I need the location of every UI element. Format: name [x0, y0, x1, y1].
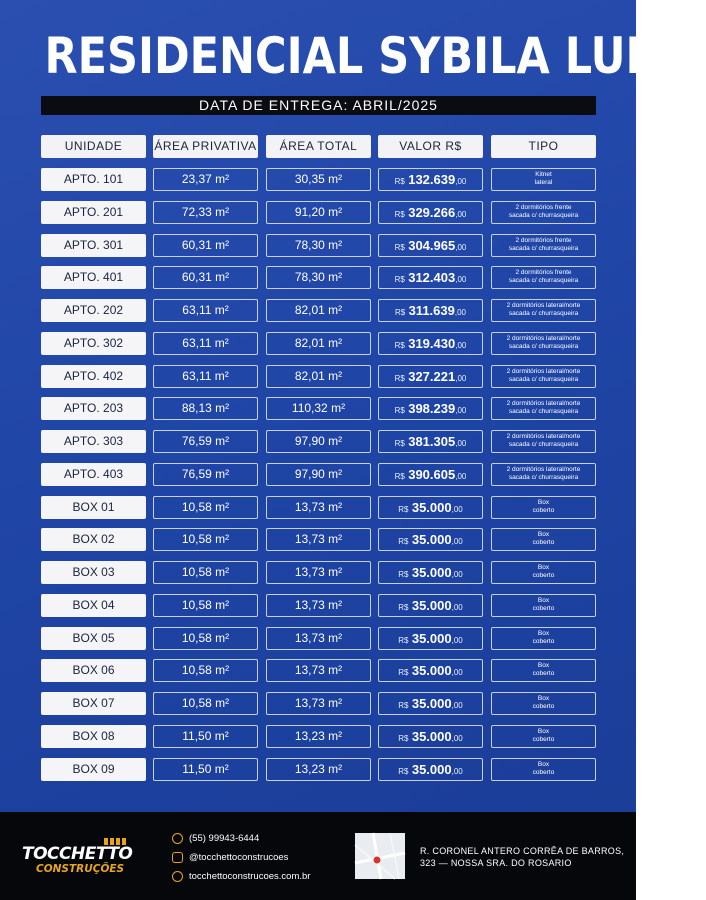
tipo-line-1: 2 dormitórios lateral/norte — [506, 302, 581, 309]
unit-cell: APTO. 203 — [41, 397, 146, 420]
tipo-line-2: coberto — [532, 670, 555, 677]
price-value: 35.000 — [411, 500, 452, 515]
price-cents: ,00 — [455, 472, 467, 481]
header-unidade: UNIDADE — [41, 135, 146, 158]
total-area-cell: 82,01 m² — [266, 332, 371, 355]
tipo-cell — [491, 266, 596, 289]
tipo-cell — [491, 299, 596, 322]
tipo-line-1: Box — [537, 662, 550, 669]
price-cell — [378, 234, 483, 257]
tipo-line-2: sacada c/ churrasqueira — [508, 277, 579, 284]
unit-cell: APTO. 202 — [41, 299, 146, 322]
tipo-line-1: Box — [537, 499, 550, 506]
unit-cell: BOX 09 — [41, 758, 146, 781]
price-cell — [378, 725, 483, 748]
price-value: 390.605 — [408, 467, 456, 482]
price-cell — [378, 332, 483, 355]
tipo-cell — [491, 397, 596, 420]
map-thumbnail — [355, 833, 405, 879]
header-area-total: ÁREA TOTAL — [266, 135, 371, 158]
private-area-cell: 10,58 m² — [153, 627, 258, 650]
price-cents: ,00 — [455, 210, 467, 219]
header-area-privativa: ÁREA PRIVATIVA — [153, 135, 258, 158]
price-value: 35.000 — [411, 598, 452, 613]
tipo-line-2: sacada c/ churrasqueira — [508, 408, 579, 415]
total-area-cell: 110,32 m² — [266, 397, 371, 420]
unit-cell: APTO. 101 — [41, 168, 146, 191]
tipo-cell — [491, 430, 596, 453]
unit-cell: BOX 05 — [41, 627, 146, 650]
private-area-cell: 10,58 m² — [153, 496, 258, 519]
price-cents: ,00 — [451, 537, 463, 546]
unit-cell: APTO. 401 — [41, 266, 146, 289]
tipo-line-1: Box — [537, 564, 550, 571]
price-cents: ,00 — [451, 668, 463, 677]
price-cell — [378, 692, 483, 715]
currency-symbol: R$ — [398, 505, 409, 514]
price-cell — [378, 758, 483, 781]
total-area-cell: 13,73 m² — [266, 659, 371, 682]
tipo-line-1: 2 dormitórios lateral/norte — [506, 466, 581, 473]
logo-wordmark: TOCCHETTO — [22, 844, 133, 864]
unit-cell: BOX 04 — [41, 594, 146, 617]
price-cell — [378, 627, 483, 650]
price-cell — [378, 201, 483, 224]
tipo-line-1: 2 dormitórios lateral/norte — [506, 400, 581, 407]
address-line-1: R. CORONEL ANTERO CORRÊA DE BARROS, — [420, 846, 625, 856]
map-pin-icon — [374, 857, 381, 864]
total-area-cell: 13,73 m² — [266, 496, 371, 519]
tipo-line-2: lateral — [534, 179, 553, 186]
total-area-cell: 78,30 m² — [266, 234, 371, 257]
tipo-cell — [491, 627, 596, 650]
total-area-cell: 13,73 m² — [266, 594, 371, 617]
tipo-cell — [491, 528, 596, 551]
private-area-cell: 60,31 m² — [153, 234, 258, 257]
instagram-icon — [172, 852, 183, 863]
unit-cell: BOX 06 — [41, 659, 146, 682]
unit-cell: BOX 02 — [41, 528, 146, 551]
private-area-cell: 76,59 m² — [153, 463, 258, 486]
unit-cell: APTO. 403 — [41, 463, 146, 486]
currency-symbol: R$ — [398, 636, 409, 645]
address-line-2: 323 — NOSSA SRA. DO ROSARIO — [420, 858, 572, 868]
price-cents: ,00 — [455, 177, 467, 186]
tipo-line-1: Box — [537, 630, 550, 637]
unit-cell: BOX 08 — [41, 725, 146, 748]
company-logo — [22, 838, 132, 878]
tipo-line-1: Box — [537, 695, 550, 702]
price-cents: ,00 — [451, 701, 463, 710]
tipo-line-2: coberto — [532, 638, 555, 645]
private-area-cell: 63,11 m² — [153, 332, 258, 355]
tipo-line-1: Box — [537, 728, 550, 735]
tipo-line-1: Box — [537, 597, 550, 604]
currency-symbol: R$ — [394, 341, 405, 350]
price-cell — [378, 528, 483, 551]
price-value: 312.403 — [408, 270, 456, 285]
currency-symbol: R$ — [394, 210, 405, 219]
tipo-cell — [491, 234, 596, 257]
instagram-handle: @tocchettoconstrucoes — [189, 852, 289, 864]
unit-cell: BOX 07 — [41, 692, 146, 715]
tipo-line-1: 2 dormitórios lateral/norte — [506, 335, 581, 342]
private-area-cell: 76,59 m² — [153, 430, 258, 453]
price-cell — [378, 266, 483, 289]
currency-symbol: R$ — [394, 374, 405, 383]
tipo-line-2: coberto — [532, 507, 555, 514]
price-cell — [378, 397, 483, 420]
price-value: 35.000 — [411, 729, 452, 744]
address — [420, 845, 624, 869]
price-value: 311.639 — [408, 303, 455, 318]
price-cents: ,00 — [451, 570, 463, 579]
private-area-cell: 63,11 m² — [153, 299, 258, 322]
tipo-line-2: sacada c/ churrasqueira — [508, 310, 579, 317]
price-cents: ,00 — [451, 734, 463, 743]
price-cents: ,00 — [451, 636, 463, 645]
tipo-line-2: sacada c/ churrasqueira — [508, 212, 579, 219]
page-title: RESIDENCIAL SYBILA LUIZA — [44, 27, 706, 85]
private-area-cell: 10,58 m² — [153, 692, 258, 715]
tipo-line-1: 2 dormitórios lateral/norte — [506, 433, 581, 440]
price-value: 35.000 — [411, 631, 452, 646]
currency-symbol: R$ — [394, 275, 405, 284]
private-area-cell: 72,33 m² — [153, 201, 258, 224]
tipo-cell — [491, 725, 596, 748]
total-area-cell: 13,73 m² — [266, 528, 371, 551]
tipo-line-1: Box — [537, 761, 550, 768]
tipo-cell — [491, 365, 596, 388]
private-area-cell: 11,50 m² — [153, 725, 258, 748]
tipo-line-1: 2 dormitórios frente — [515, 204, 572, 211]
private-area-cell: 10,58 m² — [153, 561, 258, 584]
tipo-cell — [491, 201, 596, 224]
tipo-cell — [491, 692, 596, 715]
private-area-cell: 88,13 m² — [153, 397, 258, 420]
globe-icon — [172, 871, 183, 882]
total-area-cell: 82,01 m² — [266, 299, 371, 322]
currency-symbol: R$ — [398, 537, 409, 546]
currency-symbol: R$ — [394, 472, 405, 481]
price-value: 132.639 — [408, 172, 456, 187]
whatsapp-icon — [172, 833, 183, 844]
tipo-cell — [491, 463, 596, 486]
price-cents: ,00 — [451, 603, 463, 612]
total-area-cell: 13,23 m² — [266, 725, 371, 748]
currency-symbol: R$ — [394, 439, 405, 448]
tipo-line-1: Box — [537, 531, 550, 538]
total-area-cell: 78,30 m² — [266, 266, 371, 289]
currency-symbol: R$ — [398, 603, 409, 612]
price-cents: ,00 — [455, 406, 467, 415]
logo-subtitle: CONSTRUÇÕES — [36, 863, 125, 875]
private-area-cell: 63,11 m² — [153, 365, 258, 388]
website-contact — [172, 871, 310, 883]
total-area-cell: 13,23 m² — [266, 758, 371, 781]
tipo-cell — [491, 332, 596, 355]
price-value: 327.221 — [408, 369, 456, 384]
phone-number: (55) 99943-6444 — [189, 833, 260, 845]
tipo-line-2: sacada c/ churrasqueira — [508, 376, 579, 383]
price-cell — [378, 561, 483, 584]
unit-cell: APTO. 402 — [41, 365, 146, 388]
tipo-line-2: coberto — [532, 572, 555, 579]
unit-cell: BOX 03 — [41, 561, 146, 584]
total-area-cell: 91,20 m² — [266, 201, 371, 224]
website-url: tocchettoconstrucoes.com.br — [189, 871, 311, 883]
tipo-line-1: 2 dormitórios frente — [515, 237, 572, 244]
private-area-cell: 23,37 m² — [153, 168, 258, 191]
tipo-line-2: coberto — [532, 539, 555, 546]
price-value: 35.000 — [411, 762, 452, 777]
price-cents: ,00 — [455, 341, 467, 350]
price-value: 319.430 — [408, 336, 456, 351]
tipo-line-2: coberto — [532, 736, 555, 743]
price-cell — [378, 463, 483, 486]
price-cell — [378, 496, 483, 519]
price-cents: ,00 — [455, 439, 467, 448]
price-cents: ,00 — [454, 308, 466, 317]
private-area-cell: 10,58 m² — [153, 594, 258, 617]
total-area-cell: 13,73 m² — [266, 627, 371, 650]
phone-contact — [172, 833, 259, 845]
private-area-cell: 10,58 m² — [153, 528, 258, 551]
tipo-cell — [491, 758, 596, 781]
unit-cell: APTO. 301 — [41, 234, 146, 257]
price-cents: ,00 — [451, 505, 463, 514]
total-area-cell: 82,01 m² — [266, 365, 371, 388]
currency-symbol: R$ — [398, 734, 409, 743]
price-value: 329.266 — [408, 205, 456, 220]
unit-cell: APTO. 303 — [41, 430, 146, 453]
unit-cell: APTO. 302 — [41, 332, 146, 355]
price-cents: ,00 — [455, 374, 467, 383]
unit-cell: BOX 01 — [41, 496, 146, 519]
price-value: 304.965 — [408, 238, 456, 253]
price-cell — [378, 659, 483, 682]
currency-symbol: R$ — [394, 177, 405, 186]
tipo-cell — [491, 659, 596, 682]
currency-symbol: R$ — [394, 243, 405, 252]
tipo-line-2: sacada c/ churrasqueira — [508, 474, 579, 481]
private-area-cell: 11,50 m² — [153, 758, 258, 781]
header-valor: VALOR R$ — [378, 135, 483, 158]
price-value: 381.305 — [408, 434, 456, 449]
price-cell — [378, 430, 483, 453]
price-value: 35.000 — [411, 663, 452, 678]
tipo-cell — [491, 561, 596, 584]
total-area-cell: 30,35 m² — [266, 168, 371, 191]
tipo-line-2: sacada c/ churrasqueira — [508, 343, 579, 350]
tipo-cell — [491, 496, 596, 519]
currency-symbol: R$ — [394, 406, 405, 415]
header-tipo: TIPO — [491, 135, 596, 158]
total-area-cell: 13,73 m² — [266, 561, 371, 584]
tipo-line-1: Kitnet — [535, 171, 552, 178]
price-value: 398.239 — [408, 401, 456, 416]
tipo-cell — [491, 594, 596, 617]
tipo-line-2: coberto — [532, 605, 555, 612]
private-area-cell: 10,58 m² — [153, 659, 258, 682]
delivery-date-bar: DATA DE ENTREGA: ABRIL/2025 — [41, 96, 596, 115]
price-value: 35.000 — [411, 696, 452, 711]
tipo-line-1: 2 dormitórios frente — [515, 269, 572, 276]
tipo-cell — [491, 168, 596, 191]
total-area-cell: 13,73 m² — [266, 692, 371, 715]
tipo-line-2: coberto — [532, 769, 555, 776]
price-cell — [378, 299, 483, 322]
tipo-line-1: 2 dormitórios lateral/norte — [506, 368, 581, 375]
private-area-cell: 60,31 m² — [153, 266, 258, 289]
price-value: 35.000 — [411, 532, 452, 547]
tipo-line-2: sacada c/ churrasqueira — [508, 245, 579, 252]
tipo-line-2: sacada c/ churrasqueira — [508, 441, 579, 448]
price-cell — [378, 365, 483, 388]
currency-symbol: R$ — [398, 767, 409, 776]
currency-symbol: R$ — [395, 308, 406, 317]
currency-symbol: R$ — [398, 701, 409, 710]
total-area-cell: 97,90 m² — [266, 430, 371, 453]
price-value: 35.000 — [411, 565, 452, 580]
instagram-contact — [172, 852, 288, 864]
currency-symbol: R$ — [398, 570, 409, 579]
total-area-cell: 97,90 m² — [266, 463, 371, 486]
price-cents: ,00 — [451, 767, 463, 776]
price-cell — [378, 594, 483, 617]
unit-cell: APTO. 201 — [41, 201, 146, 224]
currency-symbol: R$ — [398, 668, 409, 677]
price-cents: ,00 — [455, 275, 467, 284]
price-cents: ,00 — [455, 243, 467, 252]
tipo-line-2: coberto — [532, 703, 555, 710]
price-cell — [378, 168, 483, 191]
